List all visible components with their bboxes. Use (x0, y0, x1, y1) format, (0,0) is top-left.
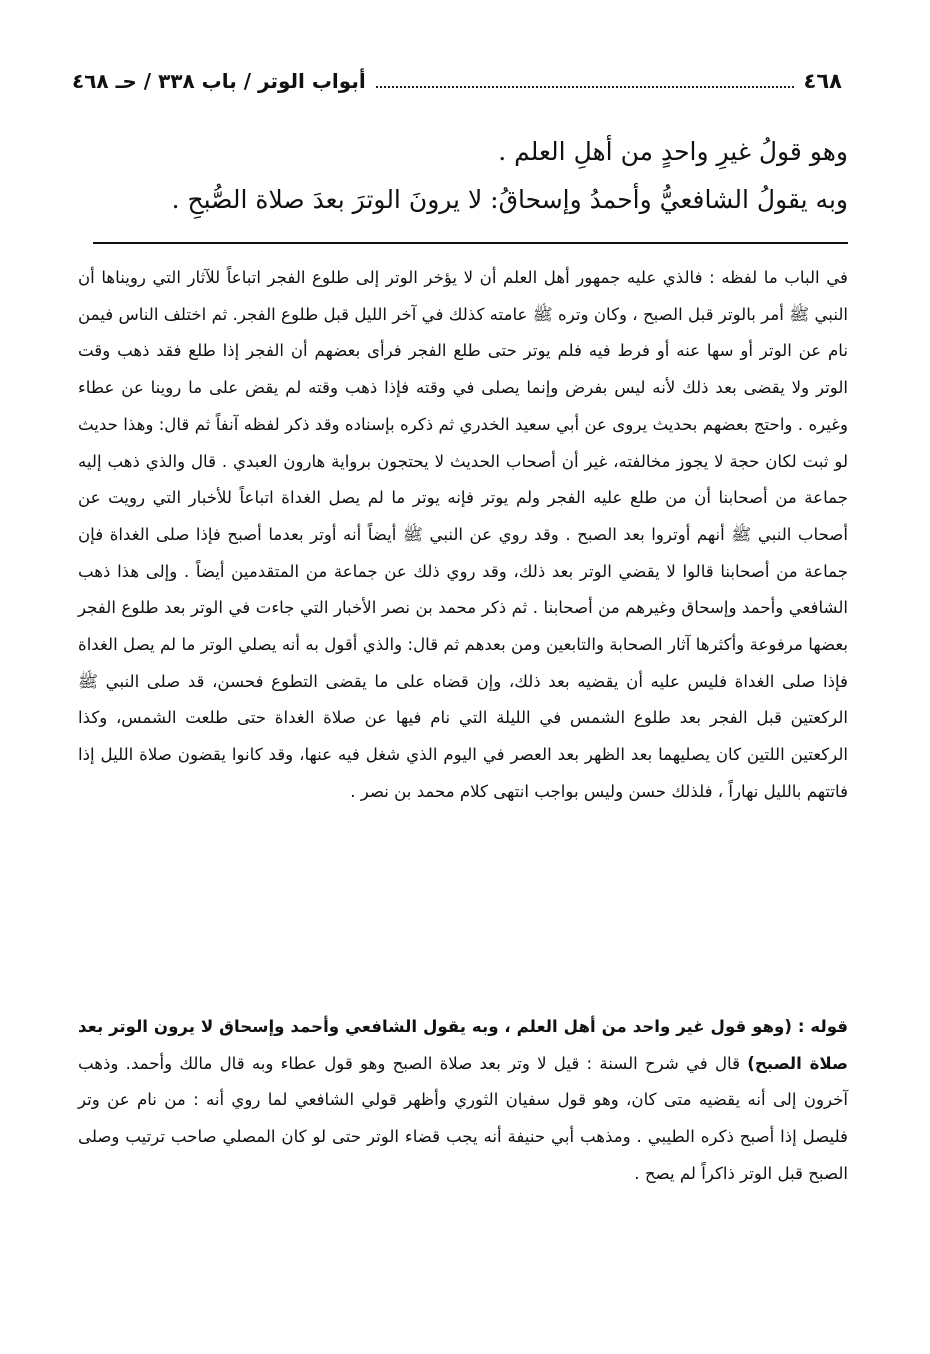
page-number: ٤٦٨ (803, 69, 842, 93)
commentary-paragraph: في الباب ما لفظه : فالذي عليه جمهور أهل العلم أن لا يؤخر الوتر إلى طلوع الفجر اتباعاً للآثار التي رويناها أن النبي ﷺ أمر بالوتر قبل الصبح ، وكان وتره ﷺ عامته كذلك في آخر الليل قبل طلوع الفجر. ثم اختلف الناس فيمن نام عن الوتر أو سها عنه أو فرط فيه فلم يوتر حتى طلع الفجر فرأى بعضهم أن الفجر إذا طلع فقد ذهب وقت الوتر ولا يقضى بعد ذلك لأنه ليس بفرض وإنما يصلى في وقته فإذا ذهب وقته لم يقض على ما روينا عن عطاء وغيره . واحتج بعضهم بحديث يروى عن أبي سعيد الخدري ثم ذكره بإسناده وقد ذكر لفظه آنفاً ثم قال: وهذا حديث لو ثبت لكان حجة لا يجوز مخالفته، غير أن أصحاب الحديث لا يحتجون برواية هارون العبدي . قال والذي ذهب إليه جماعة من أصحابنا أن من طلع عليه الفجر ولم يوتر فإنه يوتر ما لم يصل الغداة اتباعاً للأخبار التي رويت عن أصحاب النبي ﷺ أنهم أوتروا بعد الصبح . وقد روي عن النبي ﷺ أيضاً أنه أوتر بعدما أصبح فإذا صلى الغداة فإن جماعة من أصحابنا قالوا لا يقضي الوتر بعد ذلك، وقد روي ذلك عن جماعة من المتقدمين أيضاً . وإلى هذا ذهب الشافعي وأحمد وإسحاق وغيرهم من أصحابنا . ثم ذكر محمد بن نصر الأخبار التي جاءت في الوتر بعد طلوع الفجر بعضها مرفوعة وأكثرها آثار الصحابة والتابعين ومن بعدهم ثم قال: والذي أقول به أنه يصلي الوتر ما لم يصل الغداة فإذا صلى الغداة فليس عليه أن يقضيه بعد ذلك، وإن قضاه على ما يقضى التطوع فحسن، قد صلى النبي ﷺ الركعتين قبل الفجر بعد طلوع الشمس في الليلة التي نام فيها عن صلاة الغداة حتى طلعت الشمس، وكذا الركعتين اللتين كان يصليهما بعد الظهر بعد العصر في اليوم الذي شغل فيه عنها، وقد كانوا يقضون صلاة الليل إذا فاتتهم بالليل نهاراً ، فلذلك حسن وليس بواجب انتهى كلام محمد بن نصر . (78, 268, 848, 801)
main-text (108, 128, 848, 224)
dotted-leader (376, 86, 794, 88)
main-text-line: وبه يقولُ الشافعيُّ وأحمدُ وإسحاقُ: لا يرونَ الوترَ بعدَ صلاة الصُّبحِ . (171, 185, 848, 214)
footnote-divider (93, 242, 848, 244)
commentary-text: قال في شرح السنة : قيل لا وتر بعد صلاة الصبح وهو قول عطاء وبه قال مالك وأحمد. وذهب آخرون إلى أنه يقضيه متى كان، وهو قول سفيان الثوري وأظهر قولي الشافعي لما روي أنه : من نام عن وتر فليصل إذا أصبح ذكره الطيبي . ومذهب أبي حنيفة أنه يجب قضاء الوتر حتى لو كان المصلي صاحب ترتيب وصلى الصبح قبل الوتر ذاكراً لم يصح . (78, 1053, 848, 1183)
commentary-block (78, 260, 848, 811)
quoted-phrase: قوله : (وهو قول غير واحد من أهل العلم ، وبه يقول الشافعي وأحمد وإسحاق لا يرون الوتر بعد صلاة الصبح) (78, 1017, 849, 1073)
commentary-block-2 (78, 1009, 848, 1193)
page-header (72, 64, 842, 98)
running-title: أبواب الوتر / باب ٣٣٨ / حـ ٤٦٨ (72, 69, 366, 93)
commentary-paragraph-2 (78, 1009, 848, 1193)
main-text-line: وهو قولُ غيرِ واحدٍ من أهلِ العلم . (498, 137, 848, 166)
